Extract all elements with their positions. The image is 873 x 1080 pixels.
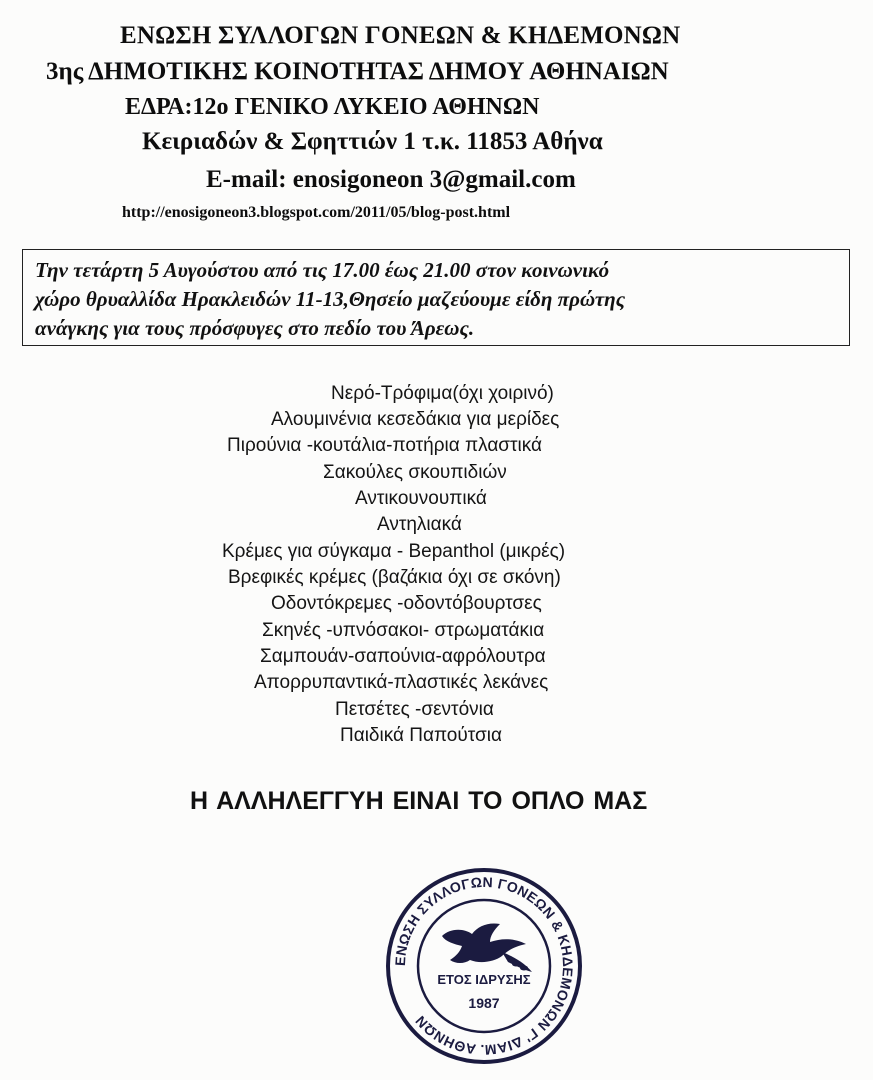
org-seat: ΕΔΡΑ:12ο ΓΕΝΙΚΟ ΛΥΚΕΙΟ ΑΘΗΝΩΝ xyxy=(125,94,540,120)
notice-line: χώρο θρυαλλίδα Ηρακλειδών 11-13,Θησείο μαζεύουμε είδη πρώτης xyxy=(35,287,626,311)
list-item: Σακούλες σκουπιδιών xyxy=(323,462,507,483)
notice-line: Την τετάρτη 5 Αυγούστου από τις 17.00 έως 21.00 στον κοινωνικό xyxy=(35,258,610,282)
stamp-center-label: ΕΤΟΣ ΙΔΡΥΣΗΣ xyxy=(437,972,531,987)
list-item: Πετσέτες -σεντόνια xyxy=(335,699,494,720)
slogan: Η ΑΛΛΗΛΕΓΓΥΗ ΕΙΝΑΙ ΤΟ ΟΠΛΟ ΜΑΣ xyxy=(190,787,648,815)
dove-icon xyxy=(442,923,532,972)
list-item: Νερό-Τρόφιμα(όχι χοιρινό) xyxy=(331,383,554,404)
association-stamp xyxy=(384,866,584,1066)
list-item: Πιρούνια -κουτάλια-ποτήρια πλαστικά xyxy=(227,435,543,456)
stamp-inner-ring xyxy=(418,900,550,1032)
notice-line: ανάγκης για τους πρόσφυγες στο πεδίο του Άρεως. xyxy=(35,316,475,340)
list-item: Κρέμες για σύγκαμα - Bepanthol (μικρές) xyxy=(222,541,566,562)
list-item: Οδοντόκρεμες -οδοντόβουρτσες xyxy=(271,593,542,614)
list-item: Αλουμινένια κεσεδάκια για μερίδες xyxy=(271,409,560,430)
list-item: Βρεφικές κρέμες (βαζάκια όχι σε σκόνη) xyxy=(228,567,561,588)
list-item: Σκηνές -υπνόσακοι- στρωματάκια xyxy=(262,620,545,641)
org-name: ΕΝΩΣΗ ΣΥΛΛΟΓΩΝ ΓΟΝΕΩΝ & ΚΗΔΕΜΟΝΩΝ xyxy=(120,22,681,49)
org-address: Κειριαδών & Σφηττιών 1 τ.κ. 11853 Αθήνα xyxy=(142,128,603,155)
org-email: E-mail: enosigoneon 3@gmail.com xyxy=(206,166,576,193)
list-item: Αντικουνουπικά xyxy=(355,488,487,509)
org-url: http://enosigoneon3.blogspot.com/2011/05/blog-post.html xyxy=(122,204,511,221)
org-district: 3ης ΔΗΜΟΤΙΚΗΣ ΚΟΙΝΟΤΗΤΑΣ ΔΗΜΟΥ ΑΘΗΝΑΙΩΝ xyxy=(46,58,669,85)
stamp-seal xyxy=(384,866,584,1066)
stamp-year: 1987 xyxy=(468,995,500,1011)
list-item: Απορρυπαντικά-πλαστικές λεκάνες xyxy=(254,672,549,693)
list-item: Παιδικά Παπούτσια xyxy=(340,725,502,746)
stamp-ring-text: ΕΝΩΣΗ ΣΥΛΛΟΓΩΝ ΓΟΝΕΩΝ & ΚΗΔΕΜΟΝΩΝ Γ' ΔΙΑΜ. ΑΘΗΝΩΝ xyxy=(391,873,577,1059)
notice-box xyxy=(22,249,850,346)
list-item: Αντηλιακά xyxy=(377,514,462,535)
list-item: Σαμπουάν-σαπούνια-αφρόλουτρα xyxy=(260,646,546,667)
